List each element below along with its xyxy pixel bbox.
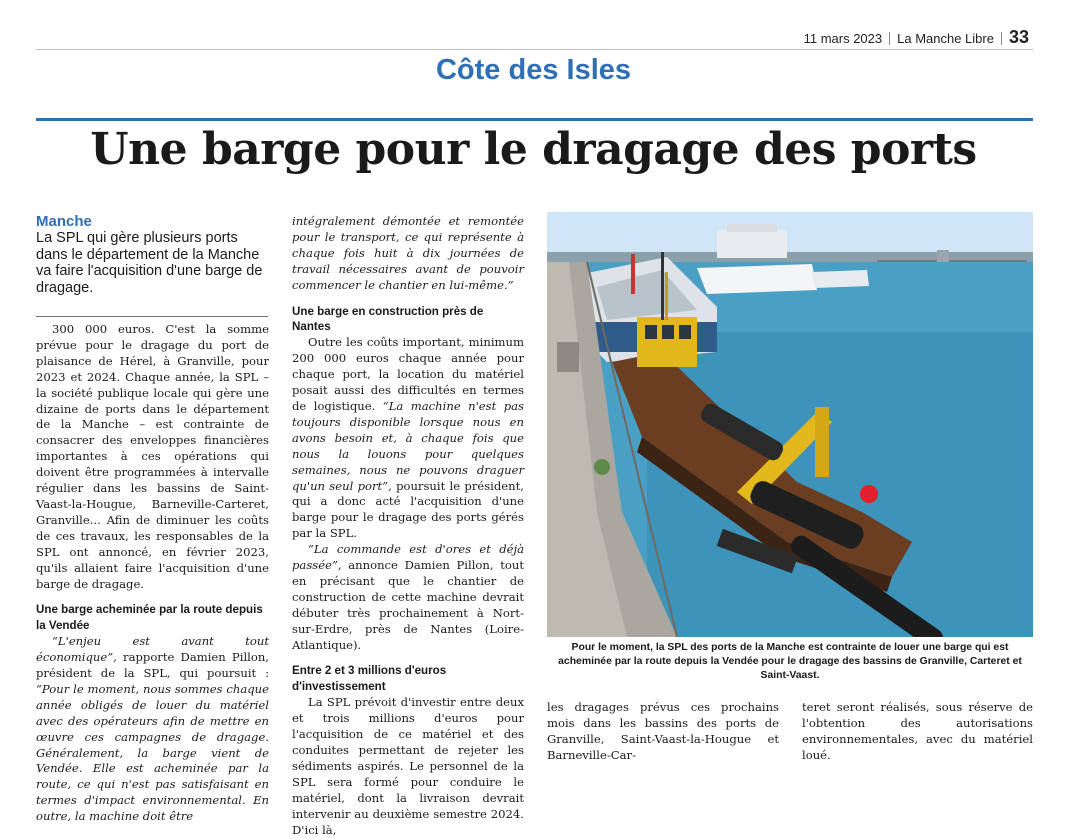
header-separator	[889, 32, 890, 45]
header-separator	[1001, 32, 1002, 45]
section-rule	[36, 118, 1033, 121]
article-kicker: Manche	[36, 213, 92, 230]
quote: “La machine n'est pas toujours disponible lorsque nous en avons besoin et, à chaque fois que nous la louons pour quelques semaines, nous ne pouvons draguer qu'un seul port”,	[292, 398, 525, 493]
article-column-4: teret seront réalisés, sous réserve de l'obtention des autorisations environnementales, avec du matériel loué.	[802, 700, 1033, 762]
harbor-barge-photo	[547, 212, 1033, 637]
paragraph	[292, 335, 524, 542]
text: rapporte Damien Pillon, président de la SPL, qui poursuit :	[36, 650, 269, 681]
text: poursuit le président, qui a donc acté l'acquisition d'une barge pour le dragage des ports gérés par la SPL.	[292, 478, 524, 541]
article-column-1	[36, 322, 269, 825]
issue-date: 11 mars 2023	[803, 31, 883, 46]
quote: “L'enjeu est avant tout économique”,	[36, 634, 269, 665]
quote: “Pour le moment, nous sommes chaque année obligés de louer du matériel avec des opérateurs afin de mettre en œuvre ces campagnes de dragage. Généralement, la barge vient de Vendée. Elle est acheminée par la route, ce qui n'est pas satisfaisant en termes d'impact environnemental. En outre, la machine doit être	[36, 681, 269, 824]
article-column-3: les dragages prévus ces prochains mois dans les bassins des ports de Granville, Saint-Vaast-la-Hougue et Barneville-Car-	[547, 700, 779, 762]
photo-caption: Pour le moment, la SPL des ports de la Manche est contrainte de louer une barge qui est acheminée par la route depuis la Vendée pour le dragage des bassins de Granville, Carteret et Saint-Vaast.	[558, 642, 1022, 681]
paragraph: 300 000 euros. C'est la somme prévue pour le dragage du port de plaisance de Hérel, à Granville, pour 2023 et 2024. Chaque année, la SPL – la société publique locale qui gère une dizaine de ports dans le département de la Manche – est contrainte de consacrer des enveloppes financières importantes à ces opérations qui doivent être programmées à intervalle régulier dans les bassins de Saint-Vaast-la-Hougue, Barneville-Carteret, Granville... Afin de diminuer les coûts de ces travaux, les responsables de la SPL ont annoncé, en février 2023, qu'ils allaient faire l'acquisition d'une barge de dragage.	[36, 322, 269, 591]
subheading: Une barge en construction près de Nantes	[292, 304, 484, 334]
subheading: Une barge acheminée par la route depuis la Vendée	[36, 603, 263, 633]
publication-name: La Manche Libre	[897, 31, 994, 46]
subheading: Entre 2 et 3 millions d'euros d'investissement	[292, 664, 447, 694]
paragraph	[36, 634, 269, 825]
quote: “La commande est d'ores et déjà passée”,	[292, 542, 524, 573]
text: annonce Damien Pillon, tout en précisant que le chantier de construction de cette machine devrait débuter très prochainement à Nort-sur-Erdre, près de Nantes (Loire-Atlantique).	[292, 558, 524, 652]
article-headline: Une barge pour le dragage des ports	[90, 124, 977, 175]
intro-divider	[36, 316, 268, 317]
page-number: 33	[1008, 27, 1029, 47]
article-intro: La SPL qui gère plusieurs ports dans le département de la Manche va faire l'acquisition d'une barge de dragage.	[36, 230, 263, 296]
text: Outre les coûts important, minimum 200 000 euros chaque année pour chaque port, la location du matériel posait aussi des difficultés en termes de logistique.	[292, 335, 524, 413]
paragraph: La SPL prévoit d'investir entre deux et trois millions d'euros pour l'acquisition de ce matériel et des conduites permettant de rejeter les sédiments aspirés. Le personnel de la SPL sera formé pour conduire le matériel, dont la livraison devrait intervenir au deuxième semestre 2024. D'ici là,	[292, 695, 524, 837]
section-title: Côte des Isles	[435, 54, 632, 86]
page-header-meta	[804, 27, 1029, 48]
paragraph	[292, 542, 524, 653]
header-divider	[36, 49, 1033, 50]
quote: intégralement démontée et remontée pour le transport, ce qui représente à chaque fois huit à dix journées de travail nécessaires avant de pouvoir commencer le chantier en lui-même.”	[292, 214, 524, 292]
article-column-2	[292, 214, 524, 838]
